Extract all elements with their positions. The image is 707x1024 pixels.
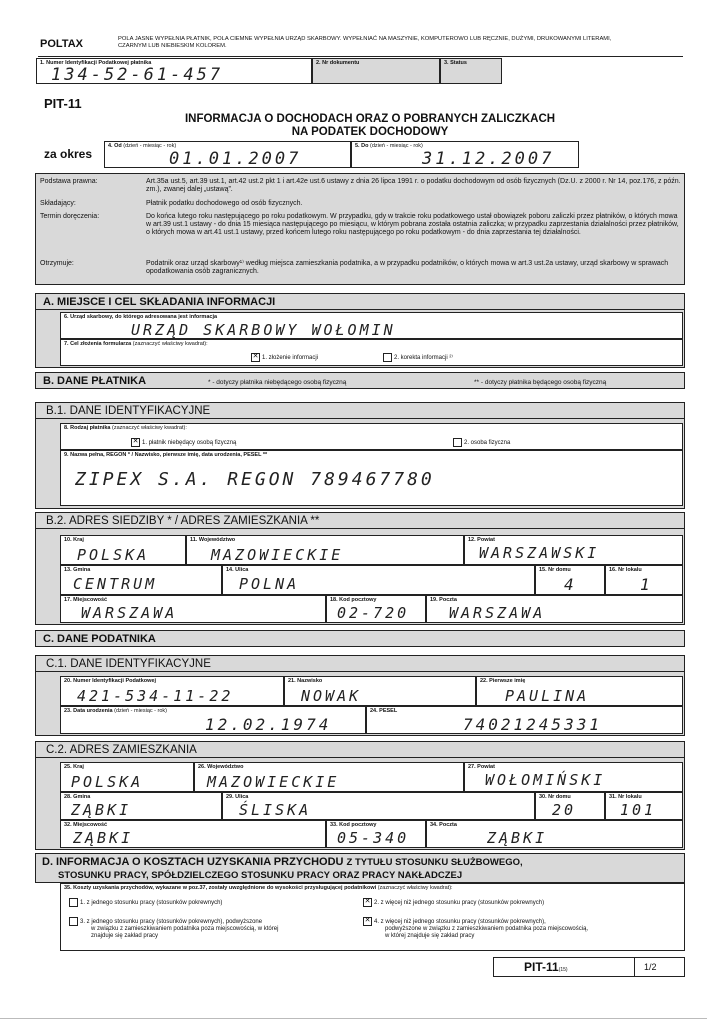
field-35-option-3[interactable]: 3. z jednego stosunku pracy (stosunków pokrewnych), podwyższone w związku z zamieszkiwaniem podatnika poza miejscowością, w której znajduje się zakład pracy xyxy=(69,917,278,940)
section-c1-header: C.1. DANE IDENTYFIKACYJNE xyxy=(35,655,685,672)
field-22-value: PAULINA xyxy=(505,687,590,705)
period-label: za okres xyxy=(44,147,93,161)
field-9-value: ZIPEX S.A. REGON 789467780 xyxy=(75,469,435,490)
info-value-legal-basis: Art.35a ust.5, art.39 ust.1, art.42 ust.2 pkt 1 i art.42e ust.6 ustawy z dnia 26 lipca 1991 r. o podatku dochodowym od osób fizycznych (Dz.U. z 2000 r. Nr 14, poz.176, z późn. zm.), zwanej dalej „ustawą”. xyxy=(146,178,681,193)
field-32-city[interactable] xyxy=(60,820,326,848)
field-9-label: 9. Nazwa pełna, REGON * / Nazwisko, pierwsze imię, data urodzenia, PESEL ** xyxy=(64,452,268,458)
field-19-value: WARSZAWA xyxy=(449,604,546,622)
field-8-option-2[interactable]: 2. osoba fizyczna xyxy=(453,438,510,447)
field-17-city[interactable] xyxy=(60,595,326,623)
footer-form-code: PIT-11(15) xyxy=(524,960,568,974)
field-20-value: 421-534-11-22 xyxy=(77,687,234,705)
field-14-label: 14. Ulica xyxy=(226,567,249,573)
field-28-label: 28. Gmina xyxy=(64,794,91,800)
poltax-label: POLTAX xyxy=(40,38,83,50)
info-key-submitter: Składający: xyxy=(40,200,76,207)
field-28-municipality[interactable] xyxy=(60,792,222,820)
checkbox-checked-icon: ✕ xyxy=(252,353,259,360)
footer-page-number: 1/2 xyxy=(644,962,657,972)
field-15-house-number[interactable] xyxy=(535,565,605,595)
field-10-value: POLSKA xyxy=(77,546,150,564)
field-14-value: POLNA xyxy=(239,575,300,593)
page-bottom-edge xyxy=(0,1018,707,1019)
form-code: PIT-11 xyxy=(44,96,82,111)
field-34-value: ZĄBKI xyxy=(487,829,548,847)
field-3-label: 3. Status xyxy=(444,60,467,66)
field-35-costs[interactable] xyxy=(60,883,685,951)
info-key-recipient: Otrzymuje: xyxy=(40,260,74,267)
field-13-label: 13. Gmina xyxy=(64,567,91,573)
field-21-value: NOWAK xyxy=(301,687,362,705)
info-value-deadline: Do końca lutego roku następującego po roku podatkowym. W przypadku, gdy w trakcie roku podatkowego ustał obowiązek poboru zaliczki przez płatników, o których mowa w art.39 ust.1 ustawy - do dnia 15 miesiąca następującego po miesiącu, w którym pobrana została ostatnia zaliczka; w przypadku zaprzestania działalności przez płatników, o których mowa w art.41 ust.1 ustawy, przed końcem lutego roku następującego po roku podatkowym - do dnia zaprzestania tej działalności. xyxy=(146,213,679,236)
field-9-payer-name[interactable] xyxy=(60,450,683,506)
field-18-postal-code[interactable] xyxy=(326,595,426,623)
field-1-label: 1. Numer Identyfikacji Podatkowej płatnika xyxy=(40,60,152,66)
field-7-option-2[interactable]: 2. korekta informacji ²⁾ xyxy=(383,353,453,362)
field-8-option-1[interactable]: ✕ 1. płatnik niebędący osobą fizyczną xyxy=(132,438,237,447)
field-33-postal-code[interactable] xyxy=(326,820,426,848)
field-22-label: 22. Pierwsze imię xyxy=(480,678,526,684)
field-18-value: 02-720 xyxy=(337,604,410,622)
field-6-value: URZĄD SKARBOWY WOŁOMIN xyxy=(131,321,396,339)
field-32-label: 32. Miejscowość xyxy=(64,822,108,828)
section-d-header xyxy=(35,853,685,883)
field-25-value: POLSKA xyxy=(71,773,144,791)
field-31-value: 101 xyxy=(620,801,657,819)
info-value-submitter: Płatnik podatku dochodowego od osób fizycznych. xyxy=(146,200,303,207)
info-value-recipient: Podatnik oraz urząd skarbowy¹⁾ według miejsca zamieszkania podatnika, a w przypadku podatników, o których mowa w art.3 ust.2a ustawy, urząd skarbowy w sprawach opodatkowania osób zagranicznych. xyxy=(146,260,669,275)
field-10-label: 10. Kraj xyxy=(64,537,84,543)
info-key-deadline: Termin doręczenia: xyxy=(40,213,100,220)
field-23-value: 12.02.1974 xyxy=(205,715,332,734)
field-21-surname[interactable] xyxy=(284,676,476,706)
field-30-label: 30. Nr domu xyxy=(539,794,571,800)
field-26-value: MAZOWIECKIE xyxy=(207,773,340,791)
field-13-municipality[interactable] xyxy=(60,565,222,595)
field-5-date-to[interactable] xyxy=(351,141,579,168)
field-18-label: 18. Kod pocztowy xyxy=(330,597,377,603)
field-11-voivodeship[interactable] xyxy=(186,535,464,565)
field-26-voivodeship[interactable] xyxy=(194,762,464,792)
field-2-label: 2. Nr dokumentu xyxy=(316,60,360,66)
field-23-birth-date[interactable] xyxy=(60,706,366,734)
section-b-note-2: ** - dotyczy płatnika będącego osobą fizyczną xyxy=(474,379,607,386)
section-d-title-line-2: STOSUNKU PRACY, SPÓŁDZIELCZEGO STOSUNKU PRACY ORAZ PRACY NAKŁADCZEJ xyxy=(58,870,463,881)
footer-divider xyxy=(634,958,635,976)
section-b-note-1: * - dotyczy płatnika niebędącego osobą fizyczną xyxy=(208,379,347,386)
field-30-value: 20 xyxy=(552,801,577,819)
field-31-apartment-number[interactable] xyxy=(605,792,683,820)
field-7-purpose[interactable] xyxy=(60,339,683,366)
field-8-label: 8. Rodzaj płatnika (zaznaczyć właściwy kwadrat): xyxy=(64,425,187,431)
field-29-street[interactable] xyxy=(222,792,535,820)
field-35-option-1[interactable]: 1. z jednego stosunku pracy (stosunków pokrewnych) xyxy=(69,898,222,907)
field-25-country[interactable] xyxy=(60,762,194,792)
field-29-value: ŚLISKA xyxy=(239,801,312,819)
field-35-option-2[interactable]: ✕ 2. z więcej niż jednego stosunku pracy (stosunków pokrewnych) xyxy=(364,898,545,907)
checkbox-empty-icon xyxy=(69,898,78,907)
field-8-payer-type[interactable] xyxy=(60,423,683,450)
form-title-line-2: NA PODATEK DOCHODOWY xyxy=(291,126,449,138)
field-1-nip-payer[interactable] xyxy=(36,58,312,84)
field-16-apartment-number[interactable] xyxy=(605,565,683,595)
checkbox-checked-icon: ✕ xyxy=(132,438,139,445)
field-30-house-number[interactable] xyxy=(535,792,605,820)
field-4-label: 4. Od (dzień - miesiąc - rok) xyxy=(108,143,177,149)
field-34-post-office[interactable] xyxy=(426,820,683,848)
section-b-header: B. DANE PŁATNIKA * - dotyczy płatnika niebędącego osobą fizyczną ** - dotyczy płatnika będącego osobą fizyczną xyxy=(35,372,685,389)
field-20-taxpayer-nip[interactable] xyxy=(60,676,284,706)
field-29-label: 29. Ulica xyxy=(226,794,249,800)
field-25-label: 25. Kraj xyxy=(64,764,84,770)
section-d-title-line-1: D. INFORMACJA O KOSZTACH UZYSKANIA PRZYCHODU Z TYTUŁU STOSUNKU SŁUŻBOWEGO, xyxy=(42,856,523,868)
field-15-label: 15. Nr domu xyxy=(539,567,571,573)
field-4-date-from[interactable] xyxy=(104,141,351,168)
checkbox-empty-icon xyxy=(383,353,392,362)
form-title-line-1: INFORMACJA O DOCHODACH ORAZ O POBRANYCH ZALICZKACH xyxy=(184,113,556,125)
field-19-label: 19. Poczta xyxy=(430,597,457,603)
field-26-label: 26. Województwo xyxy=(198,764,244,770)
checkbox-checked-icon: ✕ xyxy=(364,898,371,905)
top-rule xyxy=(38,56,683,57)
field-33-label: 33. Kod pocztowy xyxy=(330,822,377,828)
field-33-value: 05-340 xyxy=(337,829,410,847)
field-11-value: MAZOWIECKIE xyxy=(211,546,344,564)
checkbox-empty-icon xyxy=(453,438,462,447)
field-10-country[interactable] xyxy=(60,535,186,565)
field-12-county[interactable] xyxy=(464,535,683,565)
field-5-value: 31.12.2007 xyxy=(422,149,555,169)
field-21-label: 21. Nazwisko xyxy=(288,678,323,684)
footer-form-box xyxy=(493,957,685,977)
section-b2-header: B.2. ADRES SIEDZIBY * / ADRES ZAMIESZKANIA ** xyxy=(35,512,685,529)
field-2-doc-number xyxy=(312,58,440,84)
section-c2-header: C.2. ADRES ZAMIESZKANIA xyxy=(35,741,685,758)
field-4-value: 01.01.2007 xyxy=(169,149,302,169)
field-32-value: ZĄBKI xyxy=(73,829,134,847)
field-13-value: CENTRUM xyxy=(73,575,158,593)
field-27-county[interactable] xyxy=(464,762,683,792)
section-a-header: A. MIEJSCE I CEL SKŁADANIA INFORMACJI xyxy=(35,293,685,310)
field-12-value: WARSZAWSKI xyxy=(479,544,600,562)
instructions-text: POLA JASNE WYPEŁNIA PŁATNIK, POLA CIEMNE WYPEŁNIA URZĄD SKARBOWY. WYPEŁNIAĆ NA MASZYNIE, KOMPUTEROWO LUB RĘCZNIE, DUŻYMI, DRUKOWANYMI LITERAMI, CZARNYM LUB NIEBIESKIM KOLOREM. xyxy=(118,36,612,49)
field-16-value: 1 xyxy=(640,575,653,594)
field-7-option-1[interactable]: ✕ 1. złożenie informacji xyxy=(252,353,319,362)
field-28-value: ZĄBKI xyxy=(71,801,132,819)
checkbox-empty-icon xyxy=(69,917,78,926)
field-22-first-name[interactable] xyxy=(476,676,683,706)
checkbox-checked-icon: ✕ xyxy=(364,917,371,924)
field-27-label: 27. Powiat xyxy=(468,764,495,770)
field-5-label: 5. Do (dzień - miesiąc - rok) xyxy=(355,143,423,149)
field-24-label: 24. PESEL xyxy=(370,708,398,714)
section-c-header: C. DANE PODATNIKA xyxy=(35,630,685,647)
field-31-label: 31. Nr lokalu xyxy=(609,794,642,800)
field-1-value: 134-52-61-457 xyxy=(51,65,224,85)
field-35-option-4[interactable]: ✕ 4. z więcej niż jednego stosunku pracy (stosunków pokrewnych), podwyższone w związku z zamieszkiwaniem podatnika poza miejscowością, w której znajduje się zakład pracy xyxy=(364,917,589,940)
field-24-pesel[interactable] xyxy=(366,706,683,734)
field-14-street[interactable] xyxy=(222,565,535,595)
field-7-label: 7. Cel złożenia formularza (zaznaczyć właściwy kwadrat): xyxy=(64,341,208,347)
field-15-value: 4 xyxy=(564,575,577,594)
field-12-label: 12. Powiat xyxy=(468,537,495,543)
info-key-legal-basis: Podstawa prawna: xyxy=(40,178,98,185)
field-23-label: 23. Data urodzenia (dzień - miesiąc - rok) xyxy=(64,708,168,714)
section-b1-header: B.1. DANE IDENTYFIKACYJNE xyxy=(35,402,685,419)
field-19-post-office[interactable] xyxy=(426,595,683,623)
field-35-label: 35. Koszty uzyskania przychodów, wykazane w poz.37, zostały uwzględnione do wysokości przysługującej podatnikowi (zaznaczyć właściwy kwadrat): xyxy=(64,885,453,891)
field-20-label: 20. Numer Identyfikacji Podatkowej xyxy=(64,678,157,684)
field-6-label: 6. Urząd skarbowy, do którego adresowana jest informacja xyxy=(64,314,218,320)
field-17-label: 17. Miejscowość xyxy=(64,597,108,603)
field-11-label: 11. Województwo xyxy=(190,537,236,543)
field-34-label: 34. Poczta xyxy=(430,822,457,828)
field-17-value: WARSZAWA xyxy=(81,604,178,622)
field-3-status xyxy=(440,58,502,84)
field-6-tax-office[interactable] xyxy=(60,312,683,339)
field-24-value: 74021245331 xyxy=(463,715,602,734)
field-27-value: WOŁOMIŃSKI xyxy=(485,771,606,789)
legal-info-block xyxy=(35,173,685,285)
field-16-label: 16. Nr lokalu xyxy=(609,567,642,573)
